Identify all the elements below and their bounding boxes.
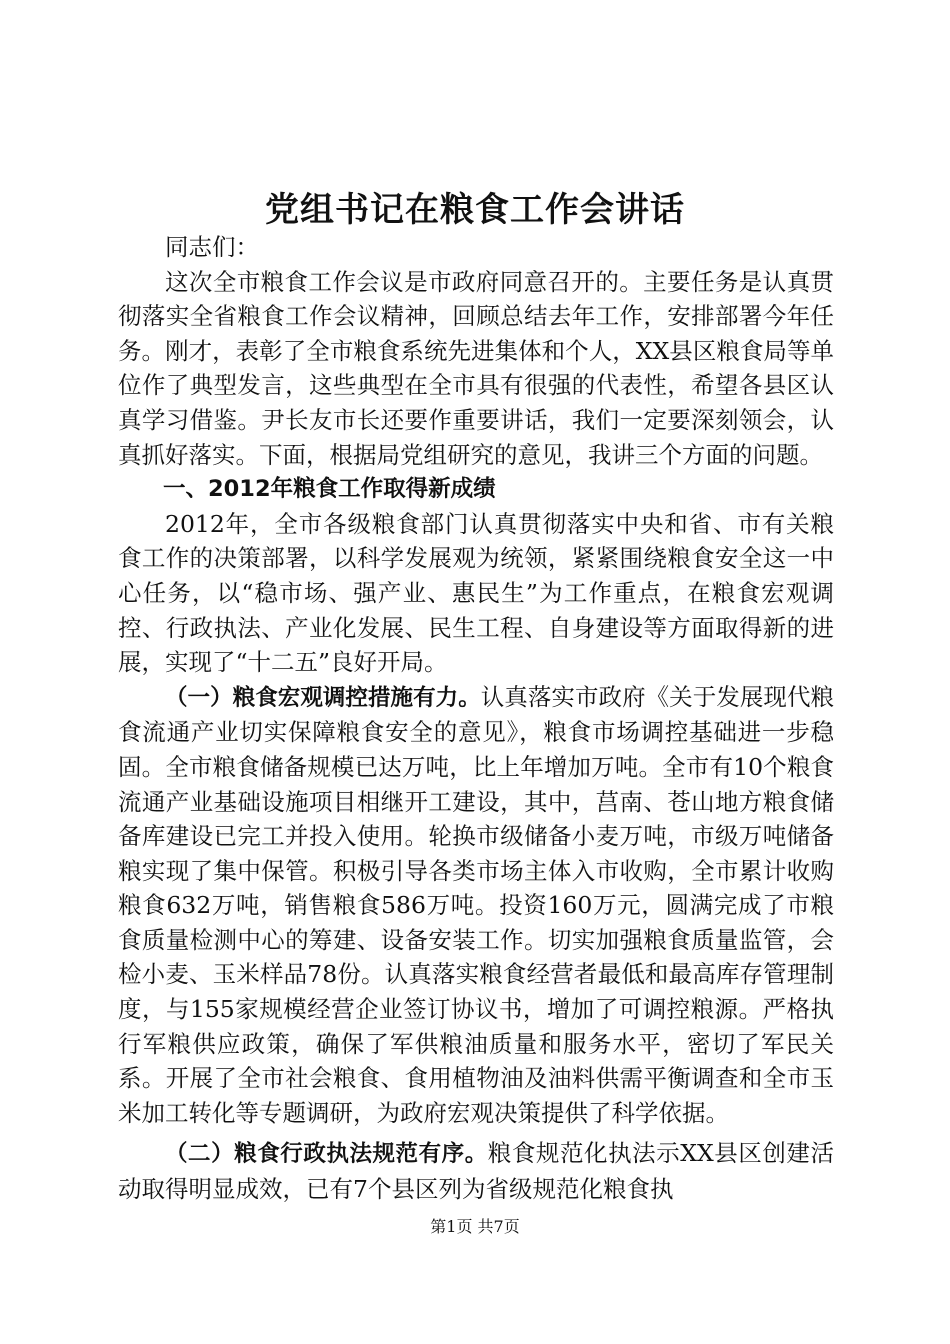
salutation: 同志们： bbox=[165, 233, 259, 261]
subsection-1-paragraph bbox=[118, 680, 834, 1131]
document-body bbox=[118, 230, 834, 1207]
section-heading-1: 一、2012年粮食工作取得新成绩 bbox=[163, 476, 496, 503]
subsection-1-heading: （一）粮食宏观调控措施有力。 bbox=[165, 684, 481, 711]
subsection-1-text: 认真落实市政府《关于发展现代粮食流通产业切实保障粮食安全的意见》，粮食市场调控基础进一步稳固。全市粮食储备规模已达万吨，比上年增加万吨。全市有10个粮食流通产业基础设施项目相继开工建设，其中，莒南、苍山地方粮食储备库建设已完工并投入使用。轮换市级储备小麦万吨，市级万吨储备粮实现了集中保管。积极引导各类市场主体入市收购，全市累计收购粮食632万吨，销售粮食586万吨。投资160万元，圆满完成了市粮食质量检测中心的筹建、设备安装工作。切实加强粮食质量监管，会检小麦、玉米样品78份。认真落实粮食经营者最低和最高库存管理制度，与155家规模经营企业签订协议书，增加了可调控粮源。严格执行军粮供应政策，确保了军供粮油质量和服务水平，密切了军民关系。开展了全市社会粮食、食用植物油及油料供需平衡调查和全市玉米加工转化等专题调研，为政府宏观决策提供了科学依据。 bbox=[118, 682, 834, 1127]
subsection-2-paragraph bbox=[118, 1136, 834, 1206]
subsection-2-heading: （二）粮食行政执法规范有序。 bbox=[165, 1141, 488, 1168]
document-title: 党组书记在粮食工作会讲话 bbox=[265, 190, 685, 230]
intro-paragraph: 这次全市粮食工作会议是市政府同意召开的。主要任务是认真贯彻落实全省粮食工作会议精神，回顾总结去年工作，安排部署今年任务。刚才，表彰了全市粮食系统先进集体和个人，XX县区粮食局等单位作了典型发言，这些典型在全市具有很强的代表性，希望各县区认真学习借鉴。尹长友市长还要作重要讲话，我们一定要深刻领会，认真抓好落实。下面，根据局党组研究的意见，我讲三个方面的问题。 bbox=[118, 267, 834, 469]
page-footer: 第1页 共7页 bbox=[430, 1217, 520, 1236]
paragraph-2012: 2012年，全市各级粮食部门认真贯彻落实中央和省、市有关粮食工作的决策部署，以科学发展观为统领，紧紧围绕粮食安全这一中心任务，以“稳市场、强产业、惠民生”为工作重点，在粮食宏观调控、行政执法、产业化发展、民生工程、自身建设等方面取得新的进展，实现了“十二五”良好开局。 bbox=[118, 509, 834, 677]
subsection-2-text: 粮食规范化执法示XX县区创建活动取得明显成效，已有7个县区列为省级规范化粮食执 bbox=[118, 1139, 834, 1204]
